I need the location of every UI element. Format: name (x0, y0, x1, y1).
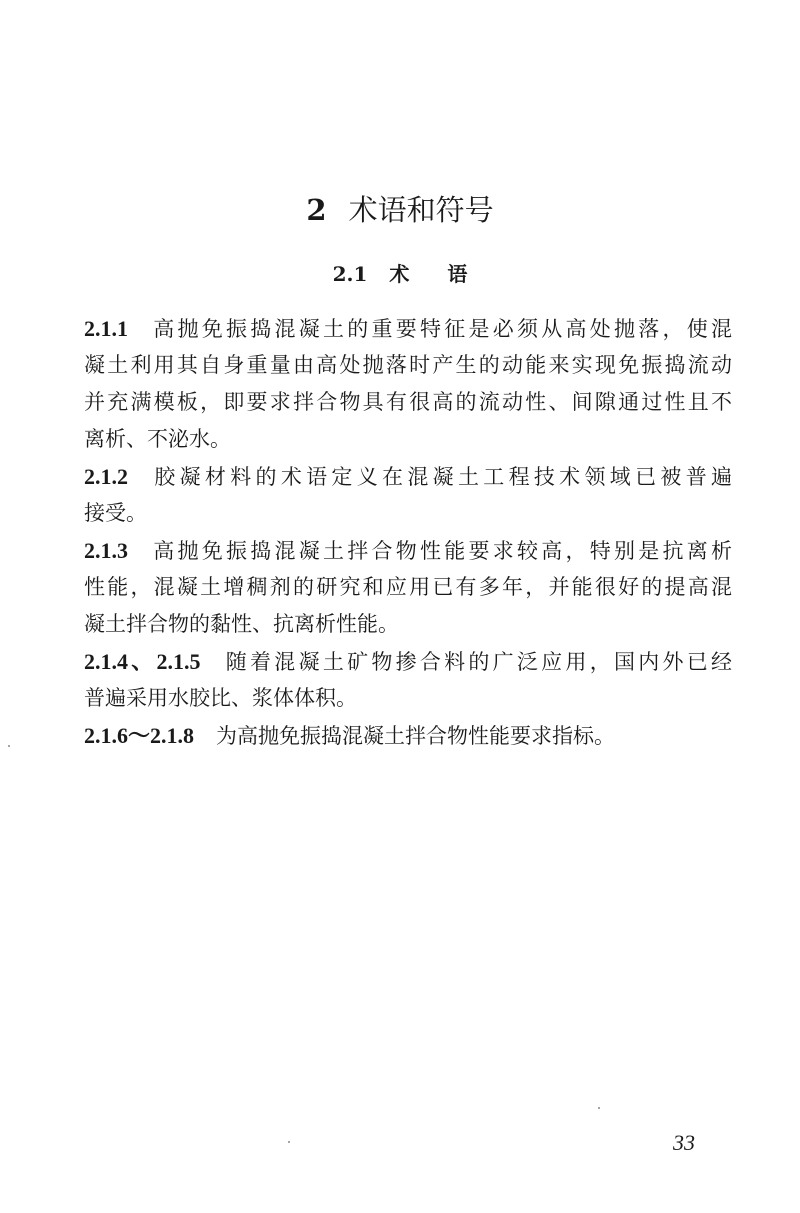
clause-text: 高抛免振捣混凝土拌合物性能要求较高，特别是抗离析 (150, 539, 732, 563)
clause-text: 为高抛免振捣混凝土拌合物性能要求指标。 (216, 724, 616, 748)
chapter-title: 术语和符号 (348, 193, 494, 227)
scan-speck (8, 745, 10, 747)
clause-text: 接受。 (84, 501, 147, 525)
clause-text: 凝土拌合物的黏性、抗离析性能。 (84, 612, 399, 636)
clause-number: 2.1.2 (84, 464, 128, 489)
clause-text: 普遍采用水胶比、浆体体积。 (84, 686, 357, 710)
chapter-heading (0, 188, 800, 229)
chapter-number: 2 (306, 193, 327, 227)
scan-speck (288, 1141, 290, 1143)
clause-number: 2.1.4、2.1.5 (84, 649, 201, 674)
clause-text: 离析、不泌水。 (84, 427, 231, 451)
clause-number: 2.1.6～2.1.8 (84, 723, 195, 748)
clause (84, 310, 732, 458)
clause (84, 532, 732, 643)
clause-text: 性能，混凝土增稠剂的研究和应用已有多年，并能很好的提高混 (84, 575, 732, 599)
terms-body (84, 310, 732, 754)
section-heading (0, 258, 800, 287)
clause-number: 2.1.3 (84, 538, 128, 563)
section-title-char: 术 (389, 262, 410, 286)
page-number: 33 (673, 1130, 695, 1155)
clause (84, 458, 732, 532)
clause (84, 643, 732, 717)
clause-text: 胶凝材料的术语定义在混凝土工程技术领域已被普遍 (150, 465, 732, 489)
clause-text: 凝土利用其自身重量由高处抛落时产生的动能来实现免振捣流动 (84, 353, 732, 377)
clause-number: 2.1.1 (84, 316, 128, 341)
section-number: 2.1 (332, 262, 368, 286)
scan-speck (598, 1107, 600, 1109)
clause-text: 随着混凝土矿物掺合料的广泛应用，国内外已经 (222, 650, 732, 674)
clause-text: 高抛免振捣混凝土的重要特征是必须从高处抛落，使混 (150, 317, 732, 341)
clause (84, 717, 732, 754)
clause-text: 并充满模板，即要求拌合物具有很高的流动性、间隙通过性且不 (84, 390, 732, 414)
section-title-char: 语 (447, 262, 468, 286)
